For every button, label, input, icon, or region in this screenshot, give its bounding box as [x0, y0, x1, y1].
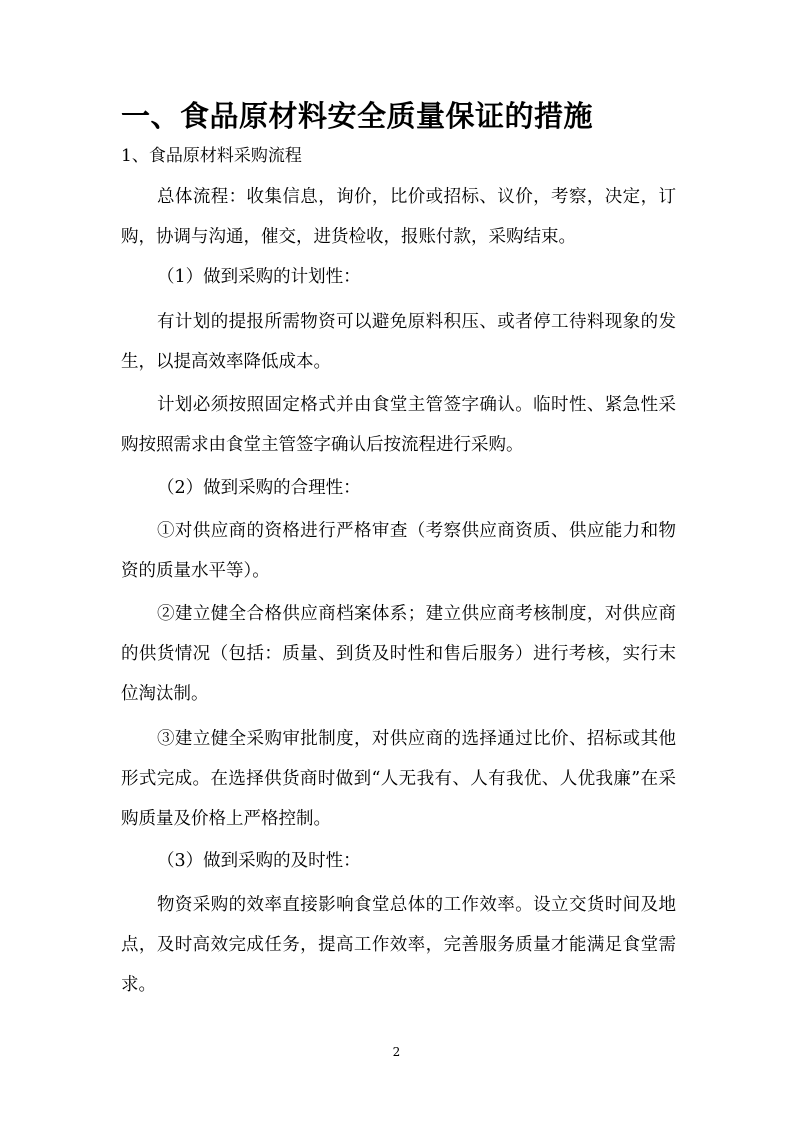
paragraph-item1-p1: 有计划的提报所需物资可以避免原料积压、或者停工待料现象的发生，以提高效率降低成本。: [121, 312, 676, 372]
paragraph-item1-p2: 计划必须按照固定格式并由食堂主管签字确认。临时性、紧急性采购按照需求由食堂主管签字确认后按流程进行采购。: [121, 395, 676, 455]
section-heading: 1、食品原材料采购流程: [121, 146, 302, 166]
paragraph-overall-flow: 总体流程：收集信息，询价，比价或招标、议价，考察，决定，订购，协调与沟通，催交，进货检收，报账付款，采购结束。: [121, 187, 676, 247]
item1-heading: （1）做到采购的计划性：: [157, 267, 361, 287]
page-number: 2: [392, 1045, 401, 1059]
item2-heading: （2）做到采购的合理性：: [157, 478, 361, 498]
paragraph-item2-p1: ①对供应商的资格进行严格审查（考察供应商资质、供应能力和物资的质量水平等）。: [121, 521, 676, 581]
paragraph-item3-p1: 物资采购的效率直接影响食堂总体的工作效率。设立交货时间及地点，及时高效完成任务，提高工作效率，完善服务质量才能满足食堂需求。: [121, 895, 676, 995]
paragraph-item2-p2: ②建立健全合格供应商档案体系；建立供应商考核制度，对供应商的供货情况（包括：质量、到货及时性和售后服务）进行考核，实行末位淘汰制。: [121, 604, 676, 704]
paragraph-item2-p3: ③建立健全采购审批制度，对供应商的选择通过比价、招标或其他形式完成。在选择供货商时做到“人无我有、人有我优、人优我廉”在采购质量及价格上严格控制。: [121, 729, 676, 829]
page-title: 一、食品原材料安全质量保证的措施: [121, 99, 594, 133]
item3-heading: （3）做到采购的及时性：: [157, 851, 361, 871]
